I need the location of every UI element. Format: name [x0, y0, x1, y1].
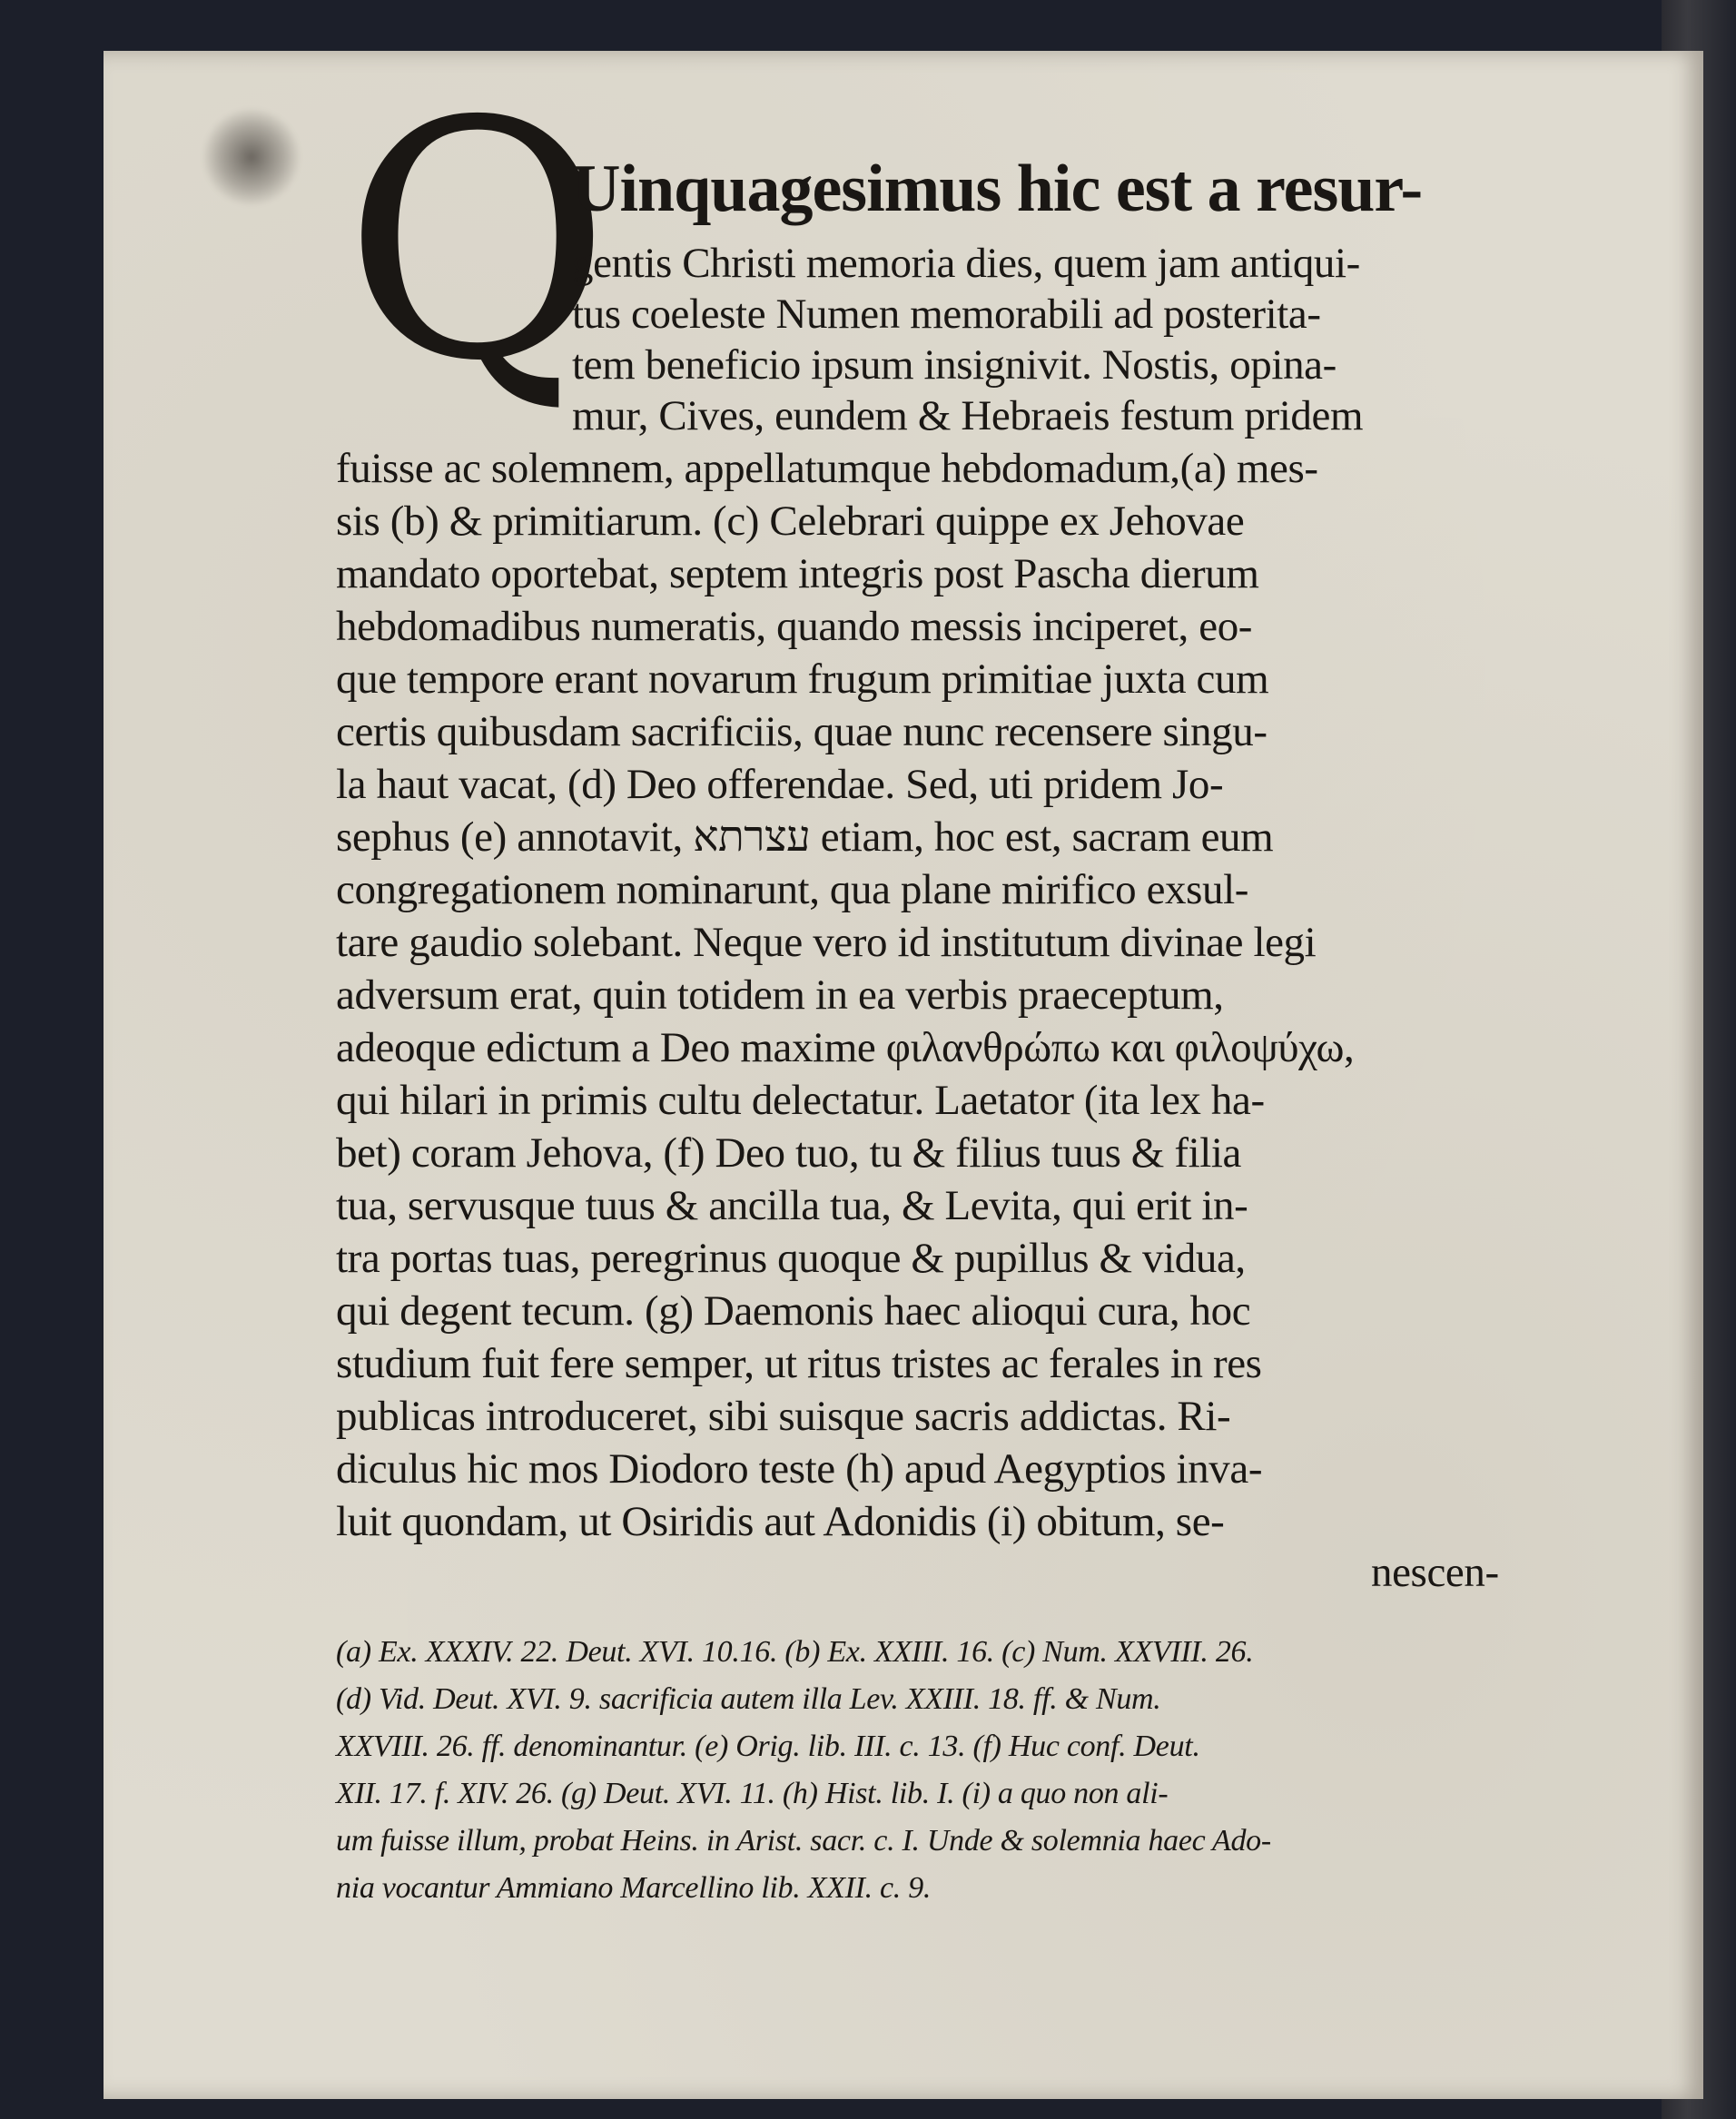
- text-line: tem beneficio ipsum insignivit. Nostis, opina-: [572, 341, 1337, 389]
- footnote-line: (d) Vid. Deut. XVI. 9. sacrificia autem illa Lev. XXIII. 18. ff. & Num.: [336, 1682, 1161, 1716]
- text-line: tare gaudio solebant. Neque vero id institutum divinae legi: [336, 919, 1317, 966]
- text-line: luit quondam, ut Osiridis aut Adonidis (i) obitum, se-: [336, 1498, 1225, 1545]
- footnote-line: nia vocantur Ammiano Marcellino lib. XXII. c. 9.: [336, 1871, 932, 1905]
- text-line: tua, servusque tuus & ancilla tua, & Levita, qui erit in-: [336, 1182, 1248, 1229]
- footnote-line: um fuisse illum, probat Heins. in Arist. sacr. c. I. Unde & solemnia haec Ado-: [336, 1824, 1271, 1858]
- text-line: bet) coram Jehova, (f) Deo tuo, tu & filius tuus & filia: [336, 1129, 1242, 1177]
- text-line: la haut vacat, (d) Deo offerendae. Sed, uti pridem Jo-: [336, 761, 1224, 808]
- text-line: qui hilari in primis cultu delectatur. Laetator (ita lex ha-: [336, 1077, 1265, 1124]
- catchword: nescen-: [1371, 1549, 1499, 1596]
- drop-cap-initial: Q: [343, 52, 612, 432]
- text-line: sis (b) & primitiarum. (c) Celebrari quippe ex Jehovae: [336, 498, 1245, 545]
- text-line: tus coeleste Numen memorabili ad posterita-: [572, 291, 1321, 338]
- opening-line: Uinquagesimus hic est a resur-: [572, 152, 1423, 226]
- text-line: qui degent tecum. (g) Daemonis haec alioqui cura, hoc: [336, 1287, 1251, 1335]
- footnote-line: XII. 17. f. XIV. 26. (g) Deut. XVI. 11. (h) Hist. lib. I. (i) a quo non ali-: [336, 1777, 1169, 1810]
- text-line: certis quibusdam sacrificiis, quae nunc recensere singu-: [336, 708, 1267, 755]
- ink-stain: [202, 107, 301, 207]
- text-line: fuisse ac solemnem, appellatumque hebdomadum,(a) mes-: [336, 445, 1318, 492]
- text-line: tra portas tuas, peregrinus quoque & pupillus & vidua,: [336, 1235, 1246, 1282]
- text-line: mur, Cives, eundem & Hebraeis festum pridem: [572, 392, 1364, 439]
- text-line: studium fuit fere semper, ut ritus tristes ac ferales in res: [336, 1340, 1262, 1387]
- text-line: adeoque edictum a Deo maxime φιλανθρώπω και φιλοψύχω,: [336, 1024, 1355, 1071]
- text-line: congregationem nominarunt, qua plane mirifico exsul-: [336, 866, 1249, 913]
- text-line: sephus (e) annotavit, עצרתא etiam, hoc est, sacram eum: [336, 813, 1274, 861]
- text-line: hebdomadibus numeratis, quando messis inciperet, eo-: [336, 603, 1253, 650]
- text-line: publicas introduceret, sibi suisque sacris addictas. Ri-: [336, 1393, 1231, 1440]
- footnote-line: XXVIII. 26. ff. denominantur. (e) Orig. lib. III. c. 13. (f) Huc conf. Deut.: [336, 1730, 1200, 1763]
- text-line: mandato oportebat, septem integris post Pascha dierum: [336, 550, 1259, 597]
- text-line: diculus hic mos Diodoro teste (h) apud Aegyptios inva-: [336, 1445, 1263, 1493]
- text-line: que tempore erant novarum frugum primitiae juxta cum: [336, 655, 1269, 703]
- text-line: adversum erat, quin totidem in ea verbis praeceptum,: [336, 971, 1224, 1019]
- footnote-line: (a) Ex. XXXIV. 22. Deut. XVI. 10.16. (b) Ex. XXIII. 16. (c) Num. XXVIII. 26.: [336, 1635, 1254, 1669]
- text-line: gentis Christi memoria dies, quem jam antiqui-: [572, 240, 1360, 287]
